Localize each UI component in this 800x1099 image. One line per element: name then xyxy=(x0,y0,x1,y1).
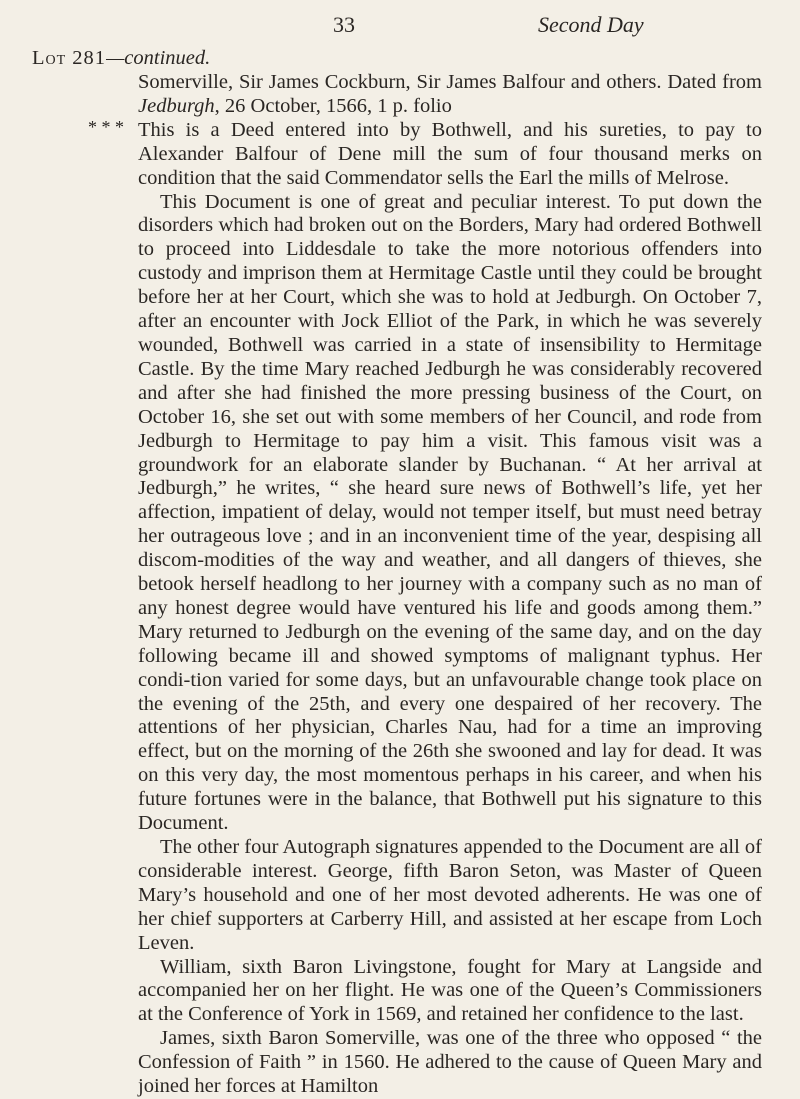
signatures-paragraph: The other four Autograph signatures appended to the Document are all of considerable interest. George, fifth Baron Seton, was Master of Queen Mary’s household and one of her most devoted adherents. He was one of her chief supporters at Carberry Hill, and assisted at her escape from Loch Leven. xyxy=(138,836,762,954)
deed-summary-paragraph: This is a Deed entered into by Bothwell, and his sureties, to pay to Alexander Balfour of Dene mill the sum of four thousand merks on condition that the said Commendator sells the Earl the mills of Melrose. xyxy=(138,118,762,189)
somerville-paragraph: James, sixth Baron Somerville, was one of the three who opposed “ the Confession of Faith ” in 1560. He adhered to the cause of Queen Mary and joined her forces at Hamilton xyxy=(138,1027,762,1098)
running-head xyxy=(0,12,800,42)
livingstone-paragraph: William, sixth Baron Livingstone, fought for Mary at Langside and accompanied her on her flight. He was one of the Queen’s Commissioners at the Conference of York in 1569, and retained her confidence to the last. xyxy=(138,955,762,1026)
asterism-mark: * * * xyxy=(88,117,124,137)
document-date-text: , 26 October, 1566, 1 p. folio xyxy=(214,94,452,117)
lot-label: Lot 281 xyxy=(32,47,107,69)
lot-heading xyxy=(32,47,210,70)
document-title-text: Somerville, Sir James Cockburn, Sir James Balfour and others. Dated from xyxy=(138,71,762,93)
page-number: 33 xyxy=(333,12,355,37)
running-title: Second Day xyxy=(538,12,644,37)
lot-description xyxy=(138,71,762,1099)
lot-continued: —continued. xyxy=(106,47,211,69)
historical-context-paragraph: This Document is one of great and peculiar interest. To put down the disorders which had broken out on the Borders, Mary had ordered Bothwell to proceed into Liddesdale to take the more notorious offenders into custody and imprison them at Hermitage Castle until they could be brought before her at her Court, which she was to hold at Jedburgh. On October 7, after an encounter with Jock Elliot of the Park, in which he was severely wounded, Bothwell was carried in a state of insensibility to Hermitage Castle. By the time Mary reached Jedburgh he was considerably recovered and after she had finished the more pressing business of the Court, on October 16, she set out with some members of her Council, and rode from Jedburgh to Hermitage to pay him a visit. This famous visit was a groundwork for an elaborate slander by Buchanan. “ At her arrival at Jedburgh,” he writes, “ she heard sure news of Bothwell’s life, yet her affection, impatient of delay, would not temper itself, but must need betray her outrageous love ; and in an inconvenient time of the year, despising all discom-modities of the way and weather, and all dangers of thieves, she betook herself headlong to her journey with a company such as no man of any honest degree would have ventured his life and goods among them.” Mary returned to Jedburgh on the evening of the same day, and on the day following became ill and showed symptoms of malignant typhus. Her condi-tion varied for some days, but an unfavourable change took place on the evening of the 25th, and every one despaired of her recovery. The attentions of her physician, Charles Nau, had for a time an improving effect, but on the morning of the 26th she swooned and lay for dead. It was on this very day, the most momentous perhaps in his career, and when his future fortunes were in the balance, that Bothwell put his signature to this Document. xyxy=(138,190,762,835)
document-place: Jedburgh xyxy=(138,94,215,117)
document-title-paragraph xyxy=(138,71,762,119)
